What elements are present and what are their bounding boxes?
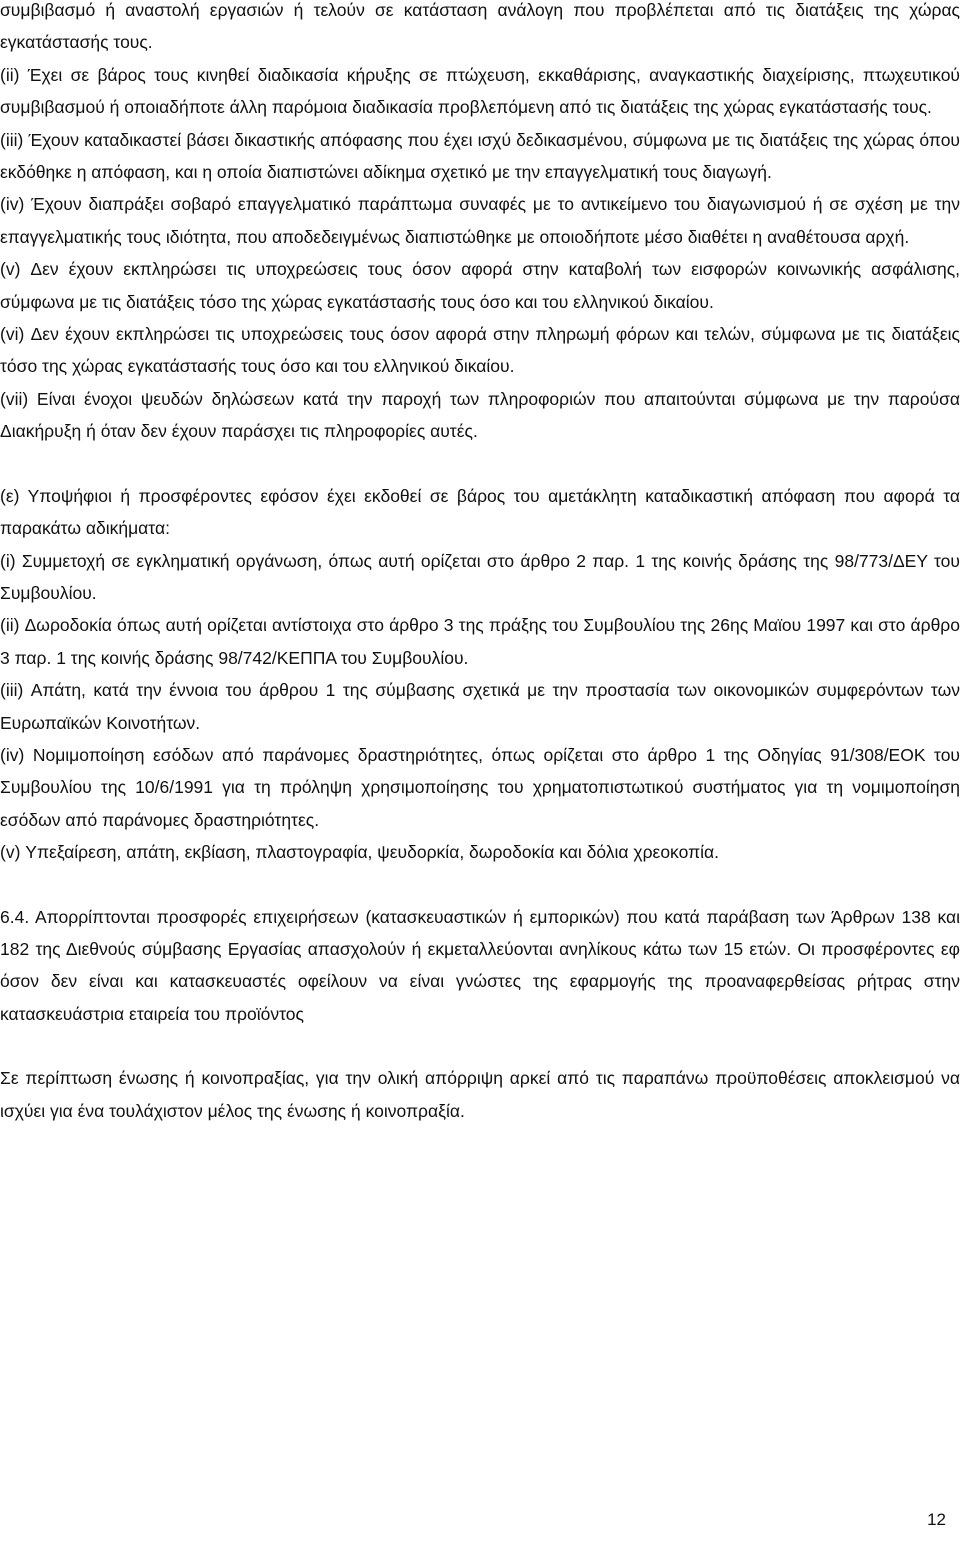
paragraph-vi-taxes: (vi) Δεν έχουν εκπληρώσει τις υποχρεώσεις τους όσον αφορά στην πληρωμή φόρων και τελών, σύμφωνα με τις διατάξεις τόσο της χώρας εγκατάστασής τους όσο και του ελληνικού δικαίου. bbox=[0, 324, 960, 377]
paragraph-e-iv-money-laundering: (iv) Νομιμοποίηση εσόδων από παράνομες δραστηριότητες, όπως ορίζεται στο άρθρο 1 της Οδηγίας 91/308/ΕΟΚ του Συμβουλίου της 10/6/1991 για τη πρόληψη χρησιμοποίησης του χρηματοπιστωτικού συστήματος για τη νομιμοποίηση εσόδων από παράνομες δραστηριότητες. bbox=[0, 744, 960, 830]
paragraph-6-4-child-labour: 6.4. Απορρίπτονται προσφορές επιχειρήσεων (κατασκευαστικών ή εμπορικών) που κατά παράβαση των Άρθρων 138 και 182 της Διεθνούς σύμβασης Εργασίας απασχολούν ή εκμεταλλεύονται ανηλίκους κάτω των 15 ετών. Οι προσφέροντες εφ όσον δεν είναι και κατασκευαστές οφείλουν να είναι γνώστες της εφαρμογής της προαναφερθείσας ρήτρας στην κατασκευάστρια εταιρεία του προϊόντος bbox=[0, 906, 960, 1024]
paragraph-spacer bbox=[0, 1030, 960, 1062]
paragraph-spacer bbox=[0, 869, 960, 901]
paragraph-intro-continuation: συμβιβασμό ή αναστολή εργασιών ή τελούν σε κατάσταση ανάλογη που προβλέπεται από τις διατάξεις της χώρας εγκατάστασής τους. bbox=[0, 0, 960, 53]
paragraph-iii-conviction: (iii) Έχουν καταδικαστεί βάσει δικαστικής απόφασης που έχει ισχύ δεδικασμένου, σύμφωνα με τις διατάξεις της χώρας όπου εκδόθηκε η απόφαση, και η οποία διαπιστώνει αδίκημα σχετικό με την επαγγελματική τους διαγωγή. bbox=[0, 129, 960, 183]
paragraph-v-social-security: (v) Δεν έχουν εκπληρώσει τις υποχρεώσεις τους όσον αφορά στην καταβολή των εισφορών κοινωνικής ασφάλισης, σύμφωνα με τις διατάξεις τόσο της χώρας εγκατάστασής τους όσο και του ελληνικού δικαίου. bbox=[0, 259, 960, 312]
paragraph-vii-false-declarations: (vii) Είναι ένοχοι ψευδών δηλώσεων κατά την παροχή των πληροφοριών που απαιτούνται σύμφωνα με την παρούσα Διακήρυξη ή όταν δεν έχουν παράσχει τις πληροφορίες αυτές. bbox=[0, 388, 960, 442]
paragraph-e-v-embezzlement: (v) Υπεξαίρεση, απάτη, εκβίαση, πλαστογραφία, ψευδορκία, δωροδοκία και δόλια χρεοκοπία. bbox=[0, 842, 720, 863]
paragraph-iv-misconduct: (iv) Έχουν διαπράξει σοβαρό επαγγελματικό παράπτωμα συναφές με το αντικείμενο του διαγωνισμού ή σε σχέση με την επαγγελματικής τους ιδιότητα, που αποδεδειγμένως διαπιστώθηκε με οποιοδήποτε μέσο διαθέτει η αναθέτουσα αρχή. bbox=[0, 194, 960, 247]
paragraph-e-i-criminal-organisation: (i) Συμμετοχή σε εγκληματική οργάνωση, όπως αυτή ορίζεται στο άρθρο 2 παρ. 1 της κοινής δράσης της 98/773/ΔΕΥ του Συμβουλίου. bbox=[0, 550, 960, 603]
paragraph-spacer bbox=[0, 448, 960, 480]
paragraph-e-convictions: (ε) Υποψήφιοι ή προσφέροντες εφόσον έχει εκδοθεί σε βάρος του αμετάκλητη καταδικαστική απόφαση που αφορά τα παρακάτω αδικήματα: bbox=[0, 485, 960, 539]
paragraph-e-iii-fraud: (iii) Απάτη, κατά την έννοια του άρθρου 1 της σύμβασης σχετικά με την προστασία των οικονομικών συμφερόντων των Ευρωπαϊκών Κοινοτήτων. bbox=[0, 680, 960, 733]
paragraph-ii-bankruptcy-proceedings: (ii) Έχει σε βάρος τους κινηθεί διαδικασία κήρυξης σε πτώχευση, εκκαθάρισης, αναγκαστικής διαχείρισης, πτωχευτικού συμβιβασμού ή οποιαδήποτε άλλη παρόμοια διαδικασία προβλεπόμενη από τις διατάξεις της χώρας εγκατάστασής τους. bbox=[0, 64, 960, 118]
page-number: 12 bbox=[927, 1510, 946, 1529]
paragraph-consortium: Σε περίπτωση ένωσης ή κοινοπραξίας, για την ολική απόρριψη αρκεί από τις παραπάνω προϋποθέσεις αποκλεισμού να ισχύει για ένα τουλάχιστον μέλος της ένωσης ή κοινοπραξία. bbox=[0, 1068, 960, 1121]
paragraph-e-ii-bribery: (ii) Δωροδοκία όπως αυτή ορίζεται αντίστοιχα στο άρθρο 3 της πράξης του Συμβουλίου της 26ης Μαϊου 1997 και στο άρθρο 3 παρ. 1 της κοινής δράσης 98/742/ΚΕΠΠΑ του Συμβουλίου. bbox=[0, 615, 960, 668]
